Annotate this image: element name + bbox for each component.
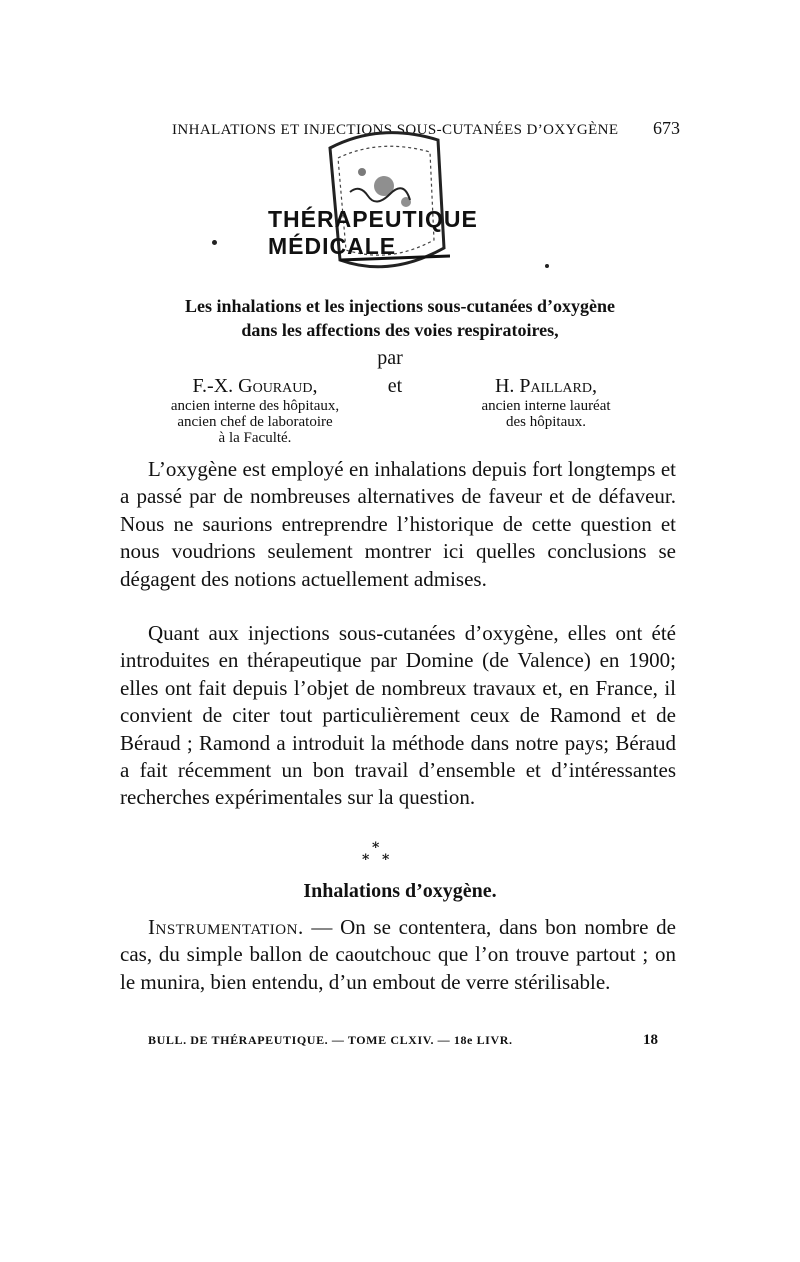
footer-folio: 18 — [643, 1032, 658, 1048]
stamp-dot-left — [212, 240, 217, 245]
byline-and: et — [387, 375, 403, 397]
running-header-title: INHALATIONS ET INJECTIONS SOUS-CUTANÉES D’OXYGÈNE — [172, 122, 619, 138]
author-paillard — [436, 374, 656, 430]
author-affiliation: ancien chef de laboratoire — [177, 414, 333, 430]
author-affiliation: ancien interne des hôpitaux, — [170, 398, 340, 414]
paragraph-instrumentation — [120, 914, 676, 996]
paragraph-injections: Quant aux injections sous-cutanées d’oxygène, elles ont été introduites en thérapeutique par Domine (de Valence) en 1900; elles ont fait depuis l’objet de nombreux travaux et, en France, il convient de citer tout particulièrement ceux de Ramond et de Béraud ; Ramond a introduit la méthode dans notre pays; Béraud a fait récemment un bon travail d’ensemble et d’intéressantes recherches expérimentales sur la question. — [120, 621, 676, 810]
stamp-dot-right — [545, 264, 549, 268]
author-affiliation: des hôpitaux. — [506, 414, 586, 430]
article-title-line-1: Les inhalations et les injections sous-cutanées d’oxygène — [184, 296, 615, 316]
author-affiliation: à la Faculté. — [218, 430, 292, 446]
asterism-divider: * * * — [362, 840, 390, 868]
footer-signature: BULL. DE THÉRAPEUTIQUE. — TOME CLXIV. — 18e LIVR. — [148, 1033, 513, 1047]
author-name: H. Paillard, — [494, 375, 597, 397]
author-affiliation: ancien interne lauréat — [481, 398, 611, 414]
page-footer — [148, 1032, 658, 1049]
author-gouraud — [135, 374, 375, 446]
section-heading: Inhalations d’oxygène. — [303, 880, 497, 902]
paragraph-intro: L’oxygène est employé en inhalations depuis fort longtemps et a passé par de nombreuses alternatives de faveur et de défaveur. Nous ne saurions entreprendre l’historique de cette question et nous voudrions seulement montrer ici quelles conclusions se dégagent des notions actuellement admises. — [120, 457, 676, 591]
page-number: 673 — [653, 118, 680, 138]
run-in-heading: Instrumentation. — [148, 915, 304, 939]
paragraph-body: — On se contentera, dans bon nombre de cas, du simple ballon de caoutchouc que l’on trouve partout ; on le munira, bien entendu, d’un embout de verre stérilisable. — [120, 915, 676, 994]
author-name: F.-X. Gouraud, — [192, 375, 318, 397]
stamp-caption: THÉRAPEUTIQUE MÉDICALE — [268, 206, 478, 259]
article-title — [100, 294, 700, 342]
byline-par: par — [377, 347, 403, 369]
article-title-line-2: dans les affections des voies respiratoires, — [241, 320, 559, 340]
